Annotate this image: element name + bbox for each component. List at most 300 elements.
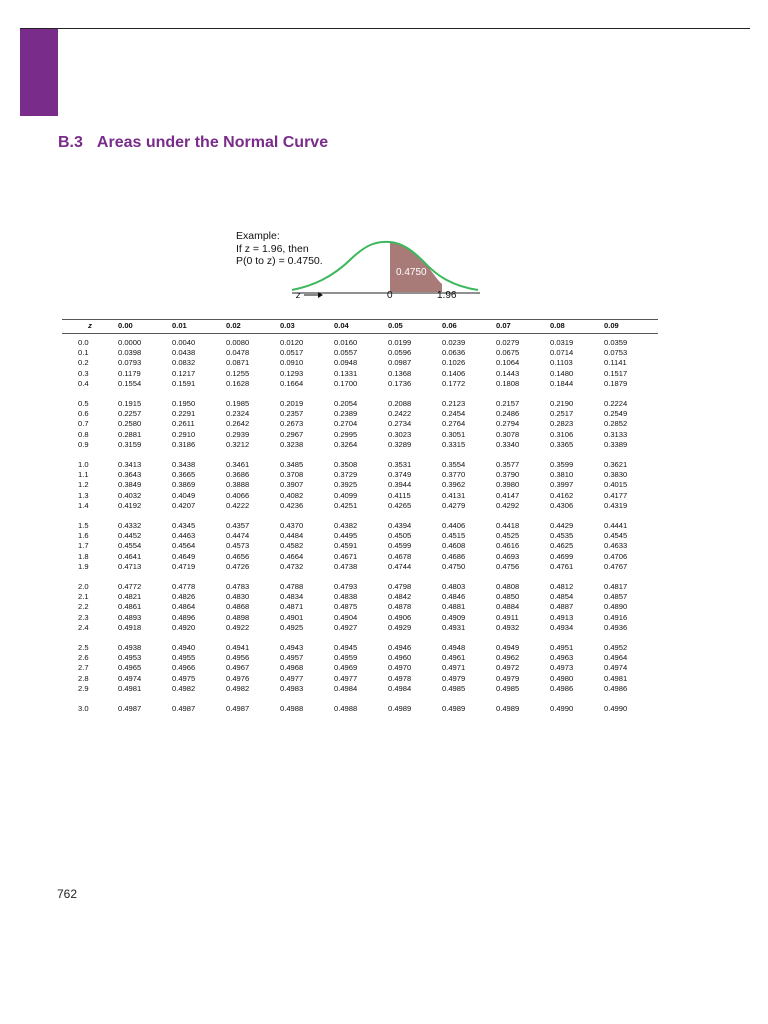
area-cell: 0.0398 [118,348,142,358]
area-cell: 0.4890 [604,602,628,612]
z-value-cell: 1.7 [78,541,89,551]
area-cell: 0.4452 [118,531,142,541]
section-title-text: Areas under the Normal Curve [96,134,329,151]
group-spacer [62,450,658,460]
area-cell: 0.1368 [388,368,412,378]
area-cell: 0.3790 [496,470,520,480]
z-value-cell: 0.6 [78,409,89,419]
area-cell: 0.3925 [334,480,358,490]
spacer-cell [62,694,658,704]
area-cell: 0.3159 [118,439,142,449]
area-cell: 0.4906 [388,612,412,622]
area-cell: 0.4732 [280,561,304,571]
area-cell: 0.4943 [280,643,304,653]
area-cell: 0.4988 [334,704,358,714]
area-cell: 0.3907 [280,480,304,490]
area-cell: 0.4952 [604,643,628,653]
area-cell: 0.3749 [388,470,412,480]
area-cell: 0.2823 [550,419,574,429]
area-cell: 0.2852 [604,419,628,429]
area-cell: 0.2454 [442,409,466,419]
z-value-cell: 0.8 [78,429,89,439]
spacer-cell [62,572,658,582]
area-cell: 0.4987 [118,704,142,714]
z-value-cell: 0.2 [78,358,89,368]
table-row [62,480,658,490]
area-cell: 0.0871 [226,358,250,368]
area-cell: 0.2324 [226,409,250,419]
area-cell: 0.2224 [604,399,628,409]
area-cell: 0.0040 [172,338,196,347]
area-cell: 0.4893 [118,612,142,622]
area-cell: 0.3508 [334,460,358,470]
area-cell: 0.4463 [172,531,196,541]
area-cell: 0.1141 [604,358,627,368]
area-cell: 0.2995 [334,429,358,439]
area-cell: 0.4793 [334,582,358,592]
area-cell: 0.0199 [388,338,412,347]
area-cell: 0.0120 [280,338,304,347]
area-cell: 0.2486 [496,409,520,419]
area-cell: 0.4633 [604,541,628,551]
area-cell: 0.4192 [118,500,142,510]
area-cell: 0.3485 [280,460,304,470]
area-cell: 0.3389 [604,439,628,449]
area-cell: 0.3438 [172,460,196,470]
area-cell: 0.1554 [118,378,142,388]
area-cell: 0.4279 [442,500,466,510]
area-cell: 0.4990 [550,704,574,714]
z-value-cell: 2.6 [78,653,89,663]
area-cell: 0.4940 [172,643,196,653]
area-cell: 0.1985 [226,399,250,409]
area-cell: 0.4956 [226,653,250,663]
area-cell: 0.2580 [118,419,142,429]
area-cell: 0.4985 [496,683,520,693]
z-value-cell: 2.2 [78,602,89,612]
area-cell: 0.1591 [172,378,196,388]
table-row [62,348,658,358]
area-cell: 0.2357 [280,409,304,419]
example-line: If z = 1.96, then [236,242,309,255]
area-cell: 0.2019 [280,399,304,409]
area-cell: 0.3869 [172,480,196,490]
area-cell: 0.4980 [550,673,574,683]
area-cell: 0.4979 [496,673,520,683]
area-cell: 0.4418 [496,521,520,531]
area-cell: 0.4884 [496,602,520,612]
area-cell: 0.4979 [442,673,466,683]
area-cell: 0.1844 [550,378,574,388]
area-cell: 0.4911 [496,612,519,622]
area-cell: 0.4850 [496,592,520,602]
table-row [62,684,658,694]
column-header: 0.05 [388,320,442,334]
example-line: P(0 to z) = 0.4750. [236,255,323,267]
area-cell: 0.4678 [388,551,412,561]
z-value-cell: 0.4 [78,378,89,388]
z-value-cell: 1.8 [78,551,89,561]
table-row [62,623,658,633]
area-cell: 0.4985 [442,683,466,693]
section-title [58,134,328,152]
area-cell: 0.2157 [496,399,520,409]
area-cell: 0.4918 [118,622,142,632]
area-cell: 0.4990 [604,704,628,714]
area-cell: 0.2054 [334,399,358,409]
area-cell: 0.2190 [550,399,574,409]
table-row [62,460,658,470]
area-cell: 0.4988 [280,704,304,714]
area-cell: 0.4671 [334,551,358,561]
table-row [62,531,658,541]
area-cell: 0.1700 [334,378,358,388]
table-row [62,399,658,409]
area-cell: 0.0478 [226,348,250,358]
area-cell: 0.3289 [388,439,412,449]
spacer-cell [62,633,658,643]
area-cell: 0.4984 [334,683,358,693]
area-cell: 0.1915 [118,399,142,409]
area-cell: 0.4564 [172,541,196,551]
area-cell: 0.4772 [118,582,142,592]
area-cell: 0.3621 [604,460,628,470]
z-value-cell: 1.9 [78,561,89,571]
area-cell: 0.1480 [550,368,574,378]
area-cell: 0.4936 [604,622,628,632]
table-row [62,613,658,623]
area-cell: 0.3023 [388,429,412,439]
group-spacer [62,633,658,643]
area-cell: 0.2673 [280,419,304,429]
area-cell: 0.4713 [118,561,142,571]
area-cell: 0.4625 [550,541,574,551]
z-value-cell: 1.2 [78,480,89,490]
area-cell: 0.4982 [172,683,196,693]
area-cell: 0.2642 [226,419,250,429]
area-cell: 0.4960 [388,653,412,663]
area-cell: 0.4989 [388,704,412,714]
area-cell: 0.4896 [172,612,196,622]
area-cell: 0.4968 [280,663,304,673]
group-spacer [62,511,658,521]
area-cell: 0.0160 [334,338,358,347]
zero-label: 0 [387,290,393,301]
area-cell: 0.4750 [442,561,466,571]
area-cell: 0.3686 [226,470,250,480]
z-value-cell: 3.0 [78,704,89,714]
table-row [62,491,658,501]
group-spacer [62,572,658,582]
area-cell: 0.4535 [550,531,574,541]
area-cell: 0.3365 [550,439,574,449]
group-spacer [62,694,658,704]
area-cell: 0.1772 [442,378,466,388]
area-cell: 0.4664 [280,551,304,561]
area-cell: 0.3708 [280,470,304,480]
area-cell: 0.0636 [442,348,466,358]
table-row [62,419,658,429]
table-row [62,592,658,602]
area-cell: 0.4554 [118,541,142,551]
area-cell: 0.4974 [604,663,628,673]
area-cell: 0.1443 [496,368,520,378]
area-cell: 0.4987 [172,704,196,714]
area-cell: 0.4846 [442,592,466,602]
area-cell: 0.3340 [496,439,520,449]
area-cell: 0.4332 [118,521,142,531]
table-row [62,562,658,572]
z-value-label: 1.96 [437,290,457,301]
area-cell: 0.3980 [496,480,520,490]
area-cell: 0.0080 [226,338,250,347]
area-cell: 0.4115 [388,490,411,500]
column-header: 0.03 [280,320,334,334]
area-cell: 0.2794 [496,419,520,429]
area-cell: 0.4966 [172,663,196,673]
area-cell: 0.0279 [496,338,520,347]
area-cell: 0.4706 [604,551,628,561]
area-cell: 0.4319 [604,500,628,510]
area-cell: 0.2704 [334,419,358,429]
area-cell: 0.4977 [334,673,358,683]
z-value-cell: 2.9 [78,683,89,693]
area-cell: 0.3810 [550,470,574,480]
area-cell: 0.1879 [604,378,628,388]
spacer-cell [62,511,658,521]
z-value-cell: 1.5 [78,521,89,531]
area-cell: 0.4525 [496,531,520,541]
area-cell: 0.4938 [118,643,142,653]
area-cell: 0.4265 [388,500,412,510]
area-cell: 0.0000 [118,338,142,347]
area-cell: 0.4649 [172,551,196,561]
area-cell: 0.4963 [550,653,574,663]
area-cell: 0.4656 [226,551,250,561]
z-value-cell: 1.1 [78,470,89,480]
area-cell: 0.4948 [442,643,466,653]
area-cell: 0.4616 [496,541,520,551]
area-cell: 0.4808 [496,582,520,592]
area-cell: 0.2517 [550,409,574,419]
area-cell: 0.0948 [334,358,358,368]
area-cell: 0.4830 [226,592,250,602]
area-cell: 0.4981 [604,673,628,683]
group-spacer [62,389,658,399]
area-cell: 0.4989 [442,704,466,714]
area-cell: 0.1064 [496,358,520,368]
area-cell: 0.4162 [550,490,574,500]
area-cell: 0.4927 [334,622,358,632]
table-row [62,653,658,663]
area-cell: 0.3577 [496,460,520,470]
area-cell: 0.4429 [550,521,574,531]
area-cell: 0.4931 [442,622,466,632]
area-cell: 0.2291 [172,409,196,419]
area-cell: 0.4934 [550,622,574,632]
z-value-cell: 2.4 [78,622,89,632]
area-cell: 0.4778 [172,582,196,592]
area-cell: 0.1808 [496,378,520,388]
area-cell: 0.4783 [226,582,250,592]
area-cell: 0.4967 [226,663,250,673]
area-cell: 0.4887 [550,602,574,612]
area-cell: 0.4505 [388,531,412,541]
area-cell: 0.2967 [280,429,304,439]
area-cell: 0.4916 [604,612,628,622]
area-cell: 0.3643 [118,470,142,480]
table-row [62,358,658,368]
area-cell: 0.0675 [496,348,520,358]
area-cell: 0.4975 [172,673,196,683]
area-cell: 0.4957 [280,653,304,663]
z-value-cell: 0.5 [78,399,89,409]
area-cell: 0.2881 [118,429,142,439]
column-header: 0.09 [604,320,658,334]
area-cell: 0.0359 [604,338,628,347]
area-cell: 0.4976 [226,673,250,683]
area-cell: 0.3212 [226,439,250,449]
area-cell: 0.2939 [226,429,250,439]
area-cell: 0.4699 [550,551,574,561]
area-cell: 0.2611 [172,419,195,429]
section-number: B.3 [58,134,83,151]
area-cell: 0.0910 [280,358,304,368]
area-cell: 0.4834 [280,592,304,602]
area-cell: 0.3665 [172,470,196,480]
area-cell: 0.2910 [172,429,196,439]
area-cell: 0.4236 [280,500,304,510]
page-number: 762 [57,887,78,901]
area-cell: 0.4949 [496,643,520,653]
area-cell: 0.4953 [118,653,142,663]
area-cell: 0.4406 [442,521,466,531]
area-cell: 0.4965 [118,663,142,673]
area-cell: 0.4984 [388,683,412,693]
area-cell: 0.4049 [172,490,196,500]
column-header: 0.02 [226,320,280,334]
z-table [62,320,658,714]
area-cell: 0.0557 [334,348,358,358]
area-cell: 0.4959 [334,653,358,663]
area-cell: 0.4982 [226,683,250,693]
area-cell: 0.4973 [550,663,574,673]
area-cell: 0.4978 [388,673,412,683]
area-cell: 0.3849 [118,480,142,490]
column-header: 0.00 [118,320,172,334]
area-cell: 0.0753 [604,348,628,358]
z-value-cell: 2.3 [78,612,89,622]
z-value-cell: 2.5 [78,643,89,653]
area-cell: 0.4875 [334,602,358,612]
spacer-cell [62,450,658,460]
area-cell: 0.4826 [172,592,196,602]
area-cell: 0.1517 [604,368,628,378]
area-cell: 0.4441 [604,521,628,531]
z-value-cell: 0.0 [78,338,89,347]
area-cell: 0.4147 [496,490,520,500]
normal-curve [292,242,478,290]
area-cell: 0.4951 [550,643,574,653]
area-cell: 0.4864 [172,602,196,612]
z-value-cell: 2.0 [78,582,89,592]
area-cell: 0.3051 [442,429,466,439]
area-cell: 0.4573 [226,541,250,551]
area-cell: 0.4904 [334,612,358,622]
area-cell: 0.3106 [550,429,574,439]
table-row [62,663,658,673]
area-cell: 0.4941 [226,643,250,653]
area-cell: 0.4306 [550,500,574,510]
area-cell: 0.4925 [280,622,304,632]
area-cell: 0.4861 [118,602,142,612]
area-cell: 0.2257 [118,409,142,419]
area-cell: 0.3770 [442,470,466,480]
area-cell: 0.4761 [550,561,574,571]
area-cell: 0.3830 [604,470,628,480]
z-value-cell: 2.1 [78,592,89,602]
column-header: 0.01 [172,320,226,334]
table-row [62,334,658,349]
table-row [62,409,658,419]
area-cell: 0.4946 [388,643,412,653]
area-cell: 0.4744 [388,561,412,571]
area-cell: 0.4251 [334,500,358,510]
area-cell: 0.0987 [388,358,412,368]
area-cell: 0.4987 [226,704,250,714]
area-cell: 0.0239 [442,338,466,347]
area-cell: 0.0517 [280,348,304,358]
area-cell: 0.3413 [118,460,142,470]
z-value-cell: 0.7 [78,419,89,429]
area-cell: 0.4922 [226,622,250,632]
spacer-cell [62,389,658,399]
table-row [62,704,658,714]
z-value-cell: 1.4 [78,500,89,510]
table-row [62,521,658,531]
area-cell: 0.4868 [226,602,250,612]
area-cell: 0.2389 [334,409,358,419]
area-cell: 0.4719 [172,561,196,571]
area-cell: 0.4474 [226,531,250,541]
area-cell: 0.4854 [550,592,574,602]
area-cell: 0.4969 [334,663,358,673]
area-cell: 0.4945 [334,643,358,653]
area-cell: 0.0319 [550,338,574,347]
area-cell: 0.4207 [172,500,196,510]
table-body [62,334,658,715]
area-cell: 0.1950 [172,399,196,409]
column-header: 0.07 [496,320,550,334]
table-row [62,430,658,440]
area-cell: 0.4812 [550,582,574,592]
table-row [62,470,658,480]
table-header-row [62,320,658,334]
area-cell: 0.4131 [442,490,466,500]
area-cell: 0.4989 [496,704,520,714]
area-cell: 0.4066 [226,490,250,500]
area-label: 0.4750 [396,267,427,278]
area-cell: 0.4345 [172,521,196,531]
z-value-cell: 2.8 [78,673,89,683]
area-cell: 0.4871 [280,602,304,612]
area-cell: 0.4599 [388,541,412,551]
z-value-cell: 1.6 [78,531,89,541]
area-cell: 0.4515 [442,531,466,541]
area-cell: 0.3461 [226,460,250,470]
area-cell: 0.2422 [388,409,412,419]
area-cell: 0.1179 [118,368,141,378]
